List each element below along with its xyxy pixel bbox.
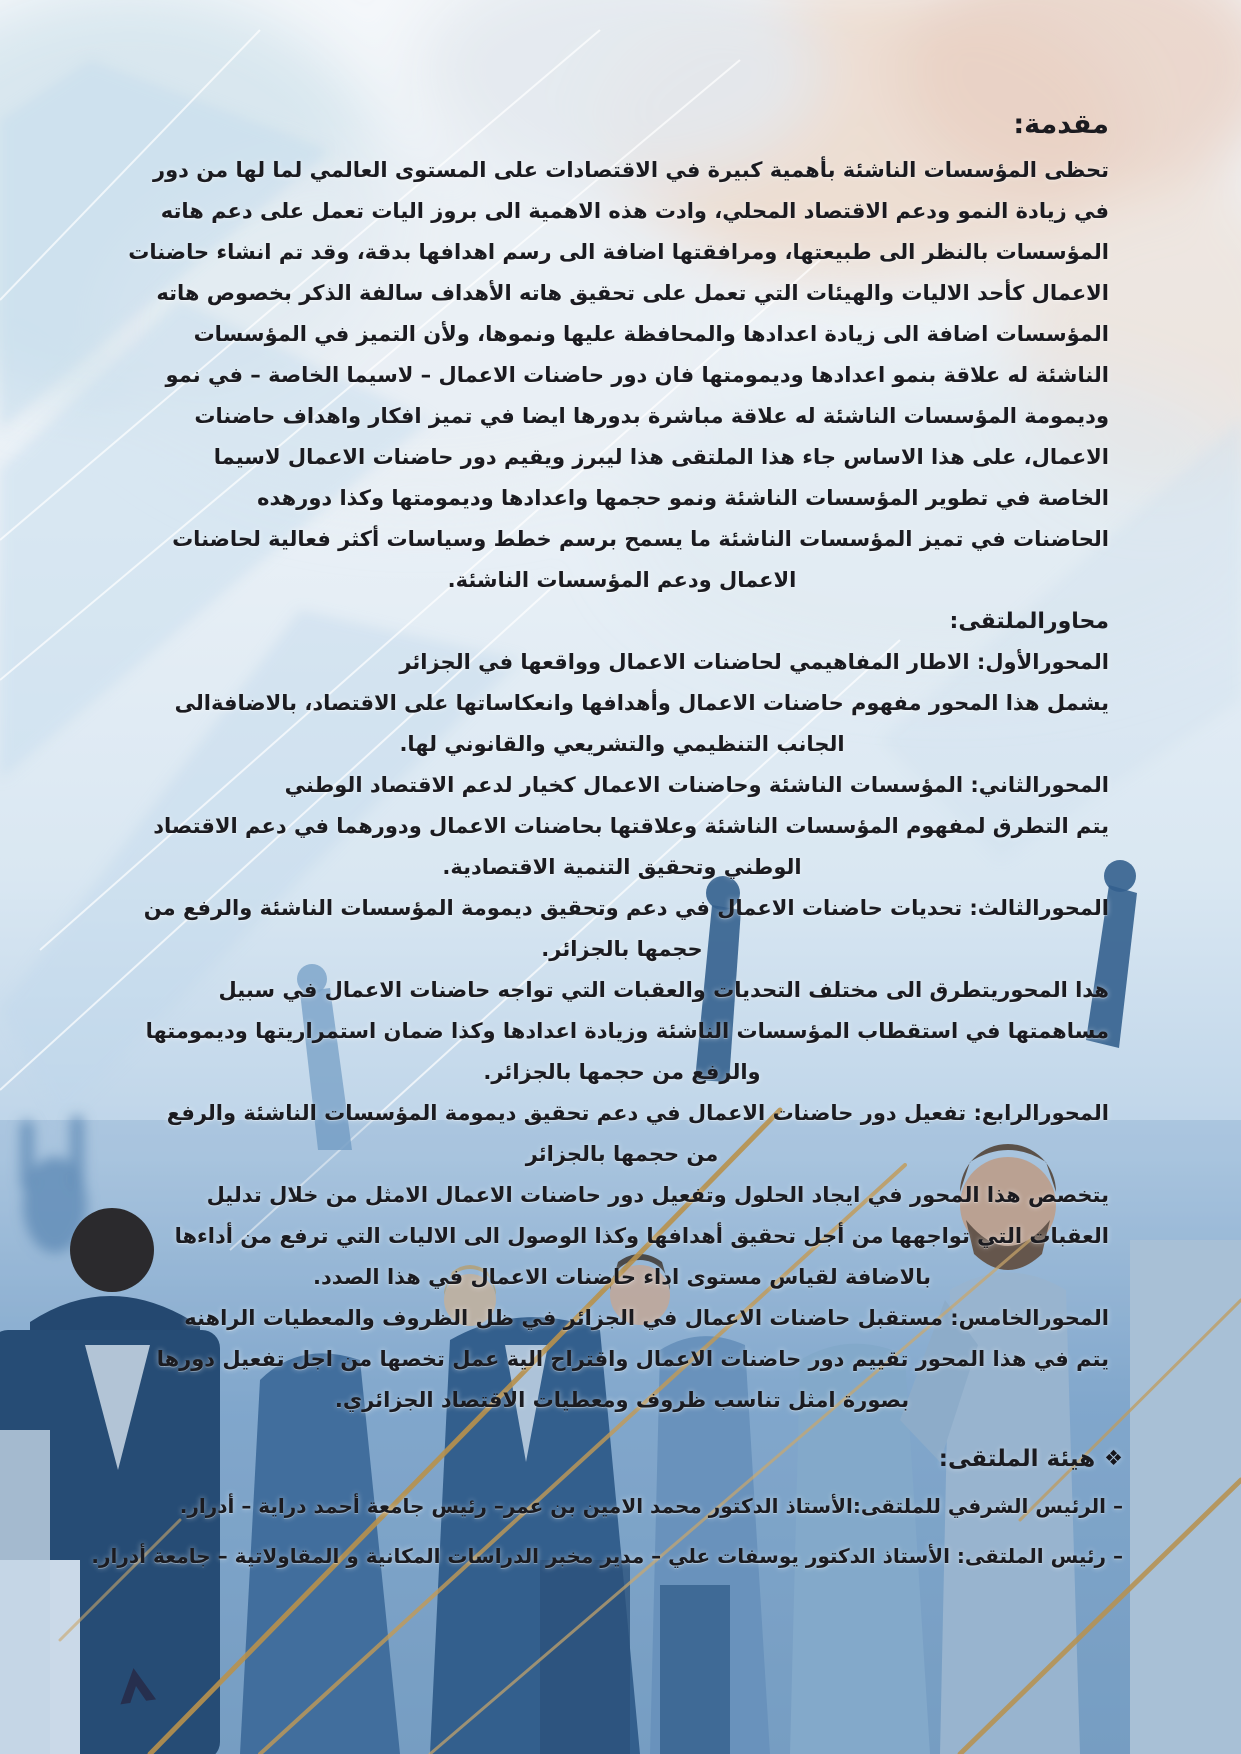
text-line: العقبات التي تواجهها من أجل تحقيق أهدافها وكذا الوصول الى الاليات التي ترفع من أداءها bbox=[174, 1224, 1109, 1248]
text-line: – رئيس الملتقى: الأستاذ الدكتور يوسفات علي – مدير مخبر الدراسات المكانية و المقاولاتية – جامعة أدرار. bbox=[91, 1544, 1123, 1568]
page-title: مقدمة: bbox=[1013, 109, 1109, 140]
text-line: هدا المحوريتطرق الى مختلف التحديات والعقبات التي تواجه حاضنات الاعمال في سبيل bbox=[218, 978, 1109, 1002]
text-line: المحورالثاني: المؤسسات الناشئة وحاضنات الاعمال كخيار لدعم الاقتصاد الوطني bbox=[284, 773, 1109, 797]
text-line: وديمومة المؤسسات الناشئة له علاقة مباشرة بدورها ايضا في تميز افكار واهداف حاضنات bbox=[194, 404, 1109, 428]
text-line: بالاضافة لقياس مستوى اداء حاضنات الاعمال في هذا الصدد. bbox=[312, 1265, 932, 1289]
text-line: من حجمها بالجزائر bbox=[525, 1142, 719, 1166]
text-line: – الرئيس الشرفي للملتقى:الأستاذ الدكتور محمد الامين بن عمر– رئيس جامعة أحمد دراية – أدرار. bbox=[179, 1494, 1123, 1518]
document-content bbox=[91, 100, 1123, 1754]
text-line: المؤسسات بالنظر الى طبيعتها، ومرافقتها اضافة الى رسم اهدافها بدقة، وقد تم انشاء حاضنات bbox=[128, 240, 1109, 264]
text-line: الاعمال ودعم المؤسسات الناشئة. bbox=[447, 568, 797, 592]
text-line: المحورالأول: الاطار المفاهيمي لحاضنات الاعمال وواقعها في الجزائر bbox=[399, 650, 1109, 674]
committee-section bbox=[91, 1437, 1123, 1581]
axes-paragraphs bbox=[135, 642, 1109, 1421]
text-line: مساهمتها في استقطاب المؤسسات الناشئة وزيادة اعدادها وكذا ضمان استمراريتها وديمومتها bbox=[145, 1019, 1109, 1043]
text-line: بصورة امثل تناسب ظروف ومعطيات الاقتصاد الجزائري. bbox=[334, 1388, 910, 1412]
text-line: الوطني وتحقيق التنمية الاقتصادية. bbox=[442, 855, 802, 879]
text-line: الجانب التنظيمي والتشريعي والقانوني لها. bbox=[399, 732, 845, 756]
text-line: الحاضنات في تميز المؤسسات الناشئة ما يسمح برسم خطط وسياسات أكثر فعالية لحاضنات bbox=[172, 527, 1109, 551]
text-line: والرفع من حجمها بالجزائر. bbox=[483, 1060, 761, 1084]
text-line: في زيادة النمو ودعم الاقتصاد المحلي، وادت هذه الاهمية الى بروز اليات تعمل على دعم هاته bbox=[160, 199, 1109, 223]
text-line: حجمها بالجزائر. bbox=[541, 937, 703, 961]
text-line: المحورالرابع: تفعيل دور حاضنات الاعمال في دعم تحقيق ديمومة المؤسسات الناشئة والرفع bbox=[166, 1101, 1109, 1125]
text-line: المحورالخامس: مستقبل حاضنات الاعمال في الجزائر في ظل الظروف والمعطيات الراهنه bbox=[184, 1306, 1109, 1330]
text-line: يتخصص هذا المحور في ايجاد الحلول وتفعيل دور حاضنات الاعمال الامثل من خلال تدليل bbox=[206, 1183, 1109, 1207]
text-line: يتم في هذا المحور تقييم دور حاضنات الاعمال واقتراح الية عمل تخصها من اجل تفعيل دورها bbox=[156, 1347, 1109, 1371]
text-line: الاعمال كأحد الاليات والهيئات التي تعمل على تحقيق هاته الأهداف سالفة الذكر بخصوص هاته bbox=[156, 281, 1109, 305]
committee-members bbox=[91, 1481, 1123, 1581]
text-line: المؤسسات اضافة الى زيادة اعدادها والمحافظة عليها ونموها، ولأن التميز في المؤسسات bbox=[193, 322, 1109, 346]
committee-heading-label: هيئة الملتقى: bbox=[938, 1446, 1096, 1472]
text-line: يتم التطرق لمفهوم المؤسسات الناشئة وعلاقتها بحاضنات الاعمال ودورهما في دعم الاقتصاد bbox=[153, 814, 1109, 838]
text-line: تحظى المؤسسات الناشئة بأهمية كبيرة في الاقتصادات على المستوى العالمي لما لها من دور bbox=[153, 158, 1109, 182]
diamond-bullet-icon: ❖ bbox=[1104, 1446, 1123, 1470]
text-line: الخاصة في تطوير المؤسسات الناشئة ونمو حجمها واعدادها وديمومتها وكذا دورهده bbox=[257, 486, 1109, 510]
intro-paragraph bbox=[128, 150, 1109, 601]
committee-heading bbox=[95, 1437, 1123, 1481]
text-line: المحورالثالث: تحديات حاضنات الاعمال في دعم وتحقيق ديمومة المؤسسات الناشئة والرفع من bbox=[143, 896, 1109, 920]
text-line: الناشئة له علاقة بنمو اعدادها وديمومتها فان دور حاضنات الاعمال – لاسيما الخاصة – في نمو bbox=[165, 363, 1109, 387]
axes-heading: محاورالملتقى: bbox=[949, 609, 1109, 634]
text-line: يشمل هذا المحور مفهوم حاضنات الاعمال وأهدافها وانعكاساتها على الاقتصاد، بالاضافةالى bbox=[174, 691, 1109, 715]
text-line: الاعمال، على هذا الاساس جاء هذا الملتقى هذا ليبرز ويقيم دور حاضنات الاعمال لاسيما bbox=[213, 445, 1109, 469]
